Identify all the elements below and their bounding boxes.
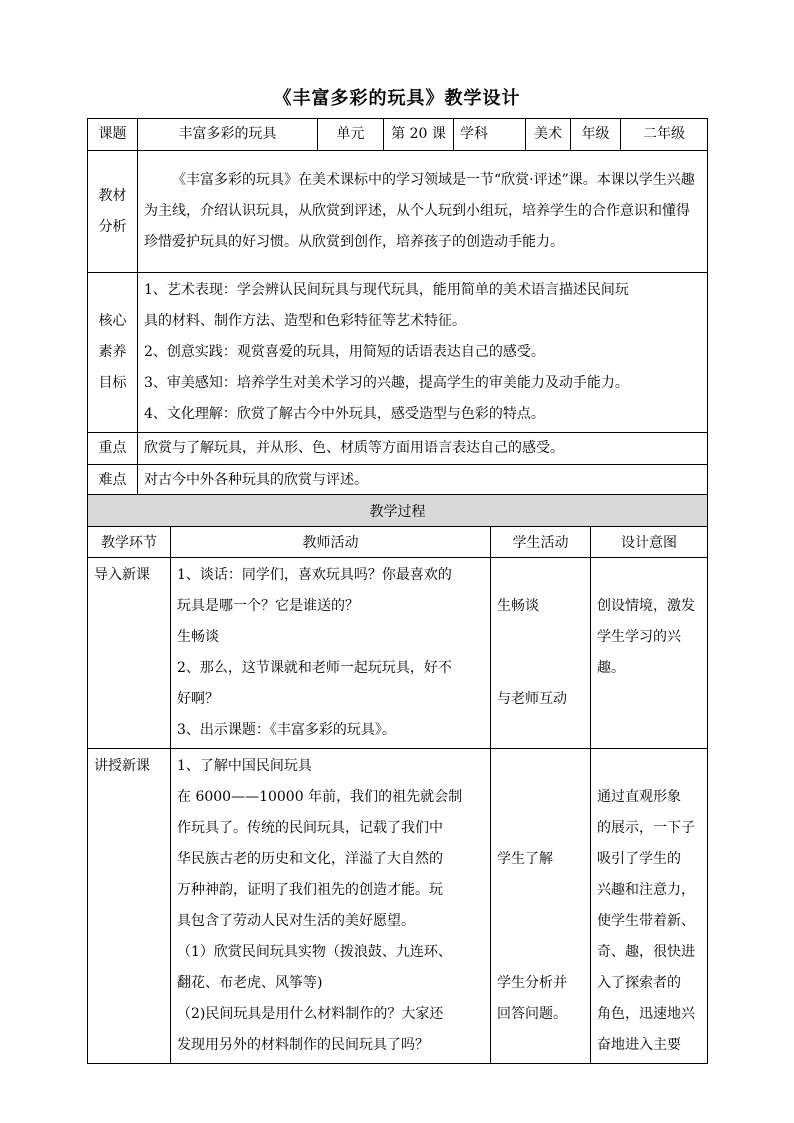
student-activity-cell: [491, 558, 591, 749]
student-line: 学生分析并: [497, 975, 567, 991]
literacy-label-line: 目标: [98, 375, 127, 391]
unit-label: 单元: [318, 119, 384, 151]
teacher-activity-cell: [171, 558, 491, 749]
stage-text: 导入新课: [94, 567, 150, 583]
design-line: 吸引了学生的: [597, 851, 681, 867]
document-title: 《丰富多彩的玩具》教学设计: [273, 88, 521, 109]
student-line: 生畅谈: [497, 598, 539, 614]
teacher-line: 好啊？: [177, 691, 219, 707]
literacy-line: 4、文化理解：欣赏了解古今中外玩具，感受造型与色彩的特点。: [144, 406, 545, 422]
lesson-info-table: [87, 118, 708, 497]
analysis-label-line: 分析: [98, 218, 127, 235]
teacher-line: 1、谈话：同学们，喜欢玩具吗？你最喜欢的: [177, 567, 452, 583]
teacher-line: 在 6000——10000 年前，我们的祖先就会制: [177, 789, 463, 805]
student-activity-cell: [491, 749, 591, 1064]
teacher-line: 具包含了劳动人民对生活的美好愿望。: [177, 913, 415, 929]
student-line: 与老师互动: [497, 691, 567, 707]
teacher-line: 翻花、布老虎、风筝等): [177, 975, 323, 991]
teacher-line: 华民族古老的历史和文化，洋溢了大自然的: [177, 851, 443, 867]
grade-value: 二年级: [621, 119, 708, 151]
teacher-line: 万种神韵，证明了我们祖先的创造才能。玩: [177, 882, 443, 898]
teaching-process-table: [87, 494, 708, 1064]
teacher-line: （2)民间玩具是用什么材料制作的？大家还: [177, 1006, 444, 1022]
literacy-label-line: 核心: [98, 313, 127, 329]
design-intent-cell: [591, 749, 708, 1064]
teacher-line: （1）欣赏民间玩具实物（拨浪鼓、九连环、: [177, 944, 452, 960]
design-line: 使学生带着新、: [597, 913, 695, 929]
design-line: 奇、趣，很快进: [597, 944, 695, 960]
design-line: 入了探索者的: [597, 975, 681, 991]
topic-label: 课题: [88, 119, 138, 151]
literacy-label: [88, 273, 138, 433]
table-row: [88, 749, 708, 1064]
design-line: 创设情境，激发: [597, 598, 695, 614]
difficulty-text: 对古今中外各种玩具的欣赏与评述。: [138, 465, 708, 497]
stage-text: 讲授新课: [94, 758, 150, 774]
column-header: 学生活动: [491, 527, 591, 558]
literacy-line: 1、艺术表现：学会辨认民间玩具与现代玩具，能用简单的美术语言描述民间玩: [144, 282, 629, 298]
column-header: 教学环节: [88, 527, 171, 558]
column-header: 教师活动: [171, 527, 491, 558]
teacher-line: 发现用另外的材料制作的民间玩具了吗？: [177, 1037, 429, 1053]
analysis-text: 《丰富多彩的玩具》在美术课标中的学习领域是一节“欣赏·评述”课。本课以学生兴趣为主线，介绍认识玩具，从欣赏到评述，从个人玩到小组玩，培养学生的合作意识和懂得珍惜爱护玩具的好习惯。从欣赏到创作，培养孩子的创造动手能力。: [138, 151, 708, 273]
column-header: 设计意图: [591, 527, 708, 558]
literacy-goals: [138, 273, 708, 433]
subject-value: 美术: [526, 119, 571, 151]
design-line: 角色，迅速地兴: [597, 1006, 695, 1022]
key-point-text: 欣赏与了解玩具，并从形、色、材质等方面用语言表达自己的感受。: [138, 433, 708, 465]
process-title: 教学过程: [88, 495, 708, 527]
design-intent-cell: [591, 558, 708, 749]
teacher-line: 生畅谈: [177, 629, 219, 645]
teacher-activity-cell: [171, 749, 491, 1064]
table-row: [88, 558, 708, 749]
grade-label: 年级: [571, 119, 621, 151]
design-line: 通过直观形象: [597, 789, 681, 805]
literacy-label-line: 素养: [98, 344, 127, 360]
teacher-line: 2、那么，这节课就和老师一起玩玩具，好不: [177, 660, 452, 676]
design-line: 兴趣和注意力，: [597, 882, 695, 898]
student-line: 学生了解: [497, 851, 553, 867]
difficulty-label: 难点: [88, 465, 138, 497]
stage-cell: [88, 749, 171, 1064]
student-line: 回答问题。: [497, 1006, 567, 1022]
key-point-label: 重点: [88, 433, 138, 465]
teacher-line: 1、了解中国民间玩具: [177, 758, 312, 774]
teacher-line: 作玩具了。传统的民间玩具，记载了我们中: [177, 820, 443, 836]
literacy-line: 具的材料、制作方法、造型和色彩特征等艺术特征。: [144, 313, 466, 329]
analysis-label: [88, 151, 138, 273]
stage-cell: [88, 558, 171, 749]
teacher-line: 3、出示课题：《丰富多彩的玩具》。: [177, 722, 396, 738]
analysis-label-line: 教材: [98, 187, 127, 204]
literacy-line: 3、审美感知：培养学生对美术学习的兴趣，提高学生的审美能力及动手能力。: [144, 375, 629, 391]
literacy-line: 2、创意实践：观赏喜爱的玩具，用简短的话语表达自己的感受。: [144, 344, 545, 360]
subject-label: 学科: [454, 119, 526, 151]
design-line: 趣。: [597, 660, 625, 676]
unit-value: 第 20 课: [384, 119, 454, 151]
design-line: 学生学习的兴: [597, 629, 681, 645]
topic-value: 丰富多彩的玩具: [138, 119, 318, 151]
design-line: 的展示，一下子: [597, 820, 695, 836]
design-line: 奋地进入主要: [597, 1037, 681, 1053]
teacher-line: 玩具是哪一个？它是谁送的？: [177, 598, 359, 614]
